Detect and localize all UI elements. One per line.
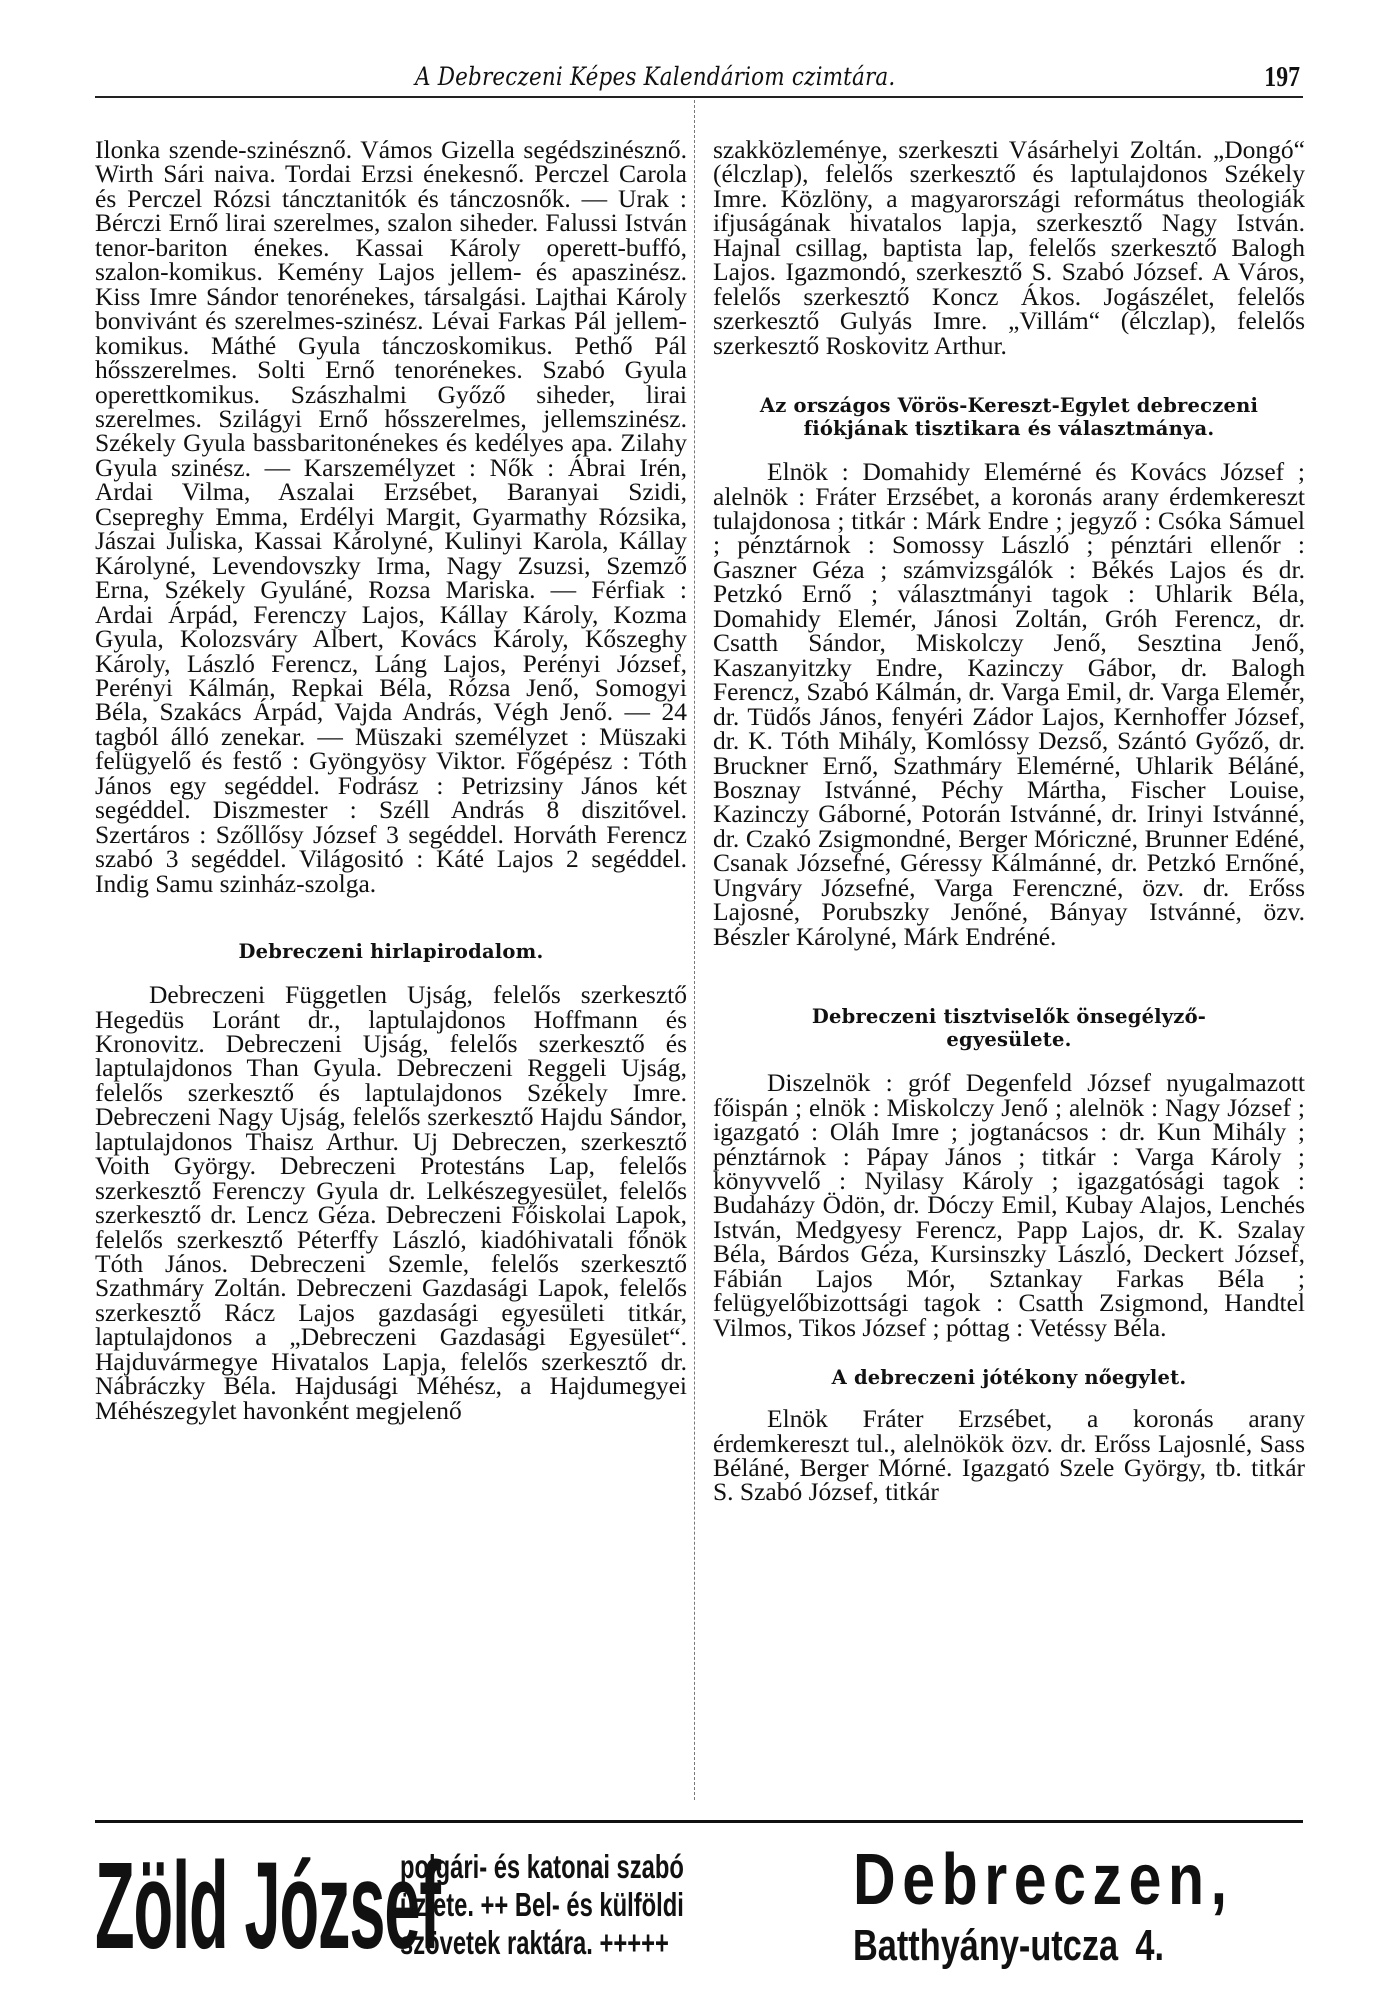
column-divider bbox=[694, 100, 695, 1800]
advertisement-description bbox=[400, 1848, 684, 1962]
heading-line: Az országos Vörös-Kereszt-Egylet debreczeni bbox=[759, 394, 1259, 418]
advertisement-city: Debreczen, bbox=[853, 1840, 1234, 1920]
advertisement-address: Batthyány-utcza 4. bbox=[853, 1921, 1165, 1970]
page-number: 197 bbox=[1264, 62, 1300, 93]
red-cross-paragraph: Elnök : Domahidy Elemérné és Kovács József ; alelnök : Fráter Erzsébet, a koronás arany érdemkereszt tulajdonosa ; titkár : Márk Endre ; jegyző : Csóka Sámuel ; pénztárnok : Somossy László ; pénztári ellenőr : Gaszner Géza ; számvizsgálók : Békés Lajos és dr. Petzkó Ernő ; választmányi tagok : Uhlarik Béla, Domahidy Elemér, Jánosi Zoltán, Gróh Ferencz, dr. Csatth Sándor, Miskolczy Jenő, Sesztina Jenő, Kaszanyitzky Endre, Kazinczy Gábor, dr. Balogh Ferencz, Szabó Kálmán, dr. Varga Emil, dr. Varga Elemér, dr. Tüdős János, fenyéri Zádor Lajos, Kernhoffer József, dr. K. Tóth Mihály, Komlóssy Dezső, Szántó Győző, dr. Bruckner Ernő, Szathmáry Elemérné, Uhlarik Béláné, Bosznay Istvánné, Péchy Mártha, Fischer Louise, Kazinczy Gáborné, Potorán Istvánné, dr. Irinyi Istvánné, dr. Czakó Zsigmondné, Berger Móriczné, Brunner Edéné, Csanak Józsefné, Géressy Kálmánné, dr. Petzkó Ernőné, Ungváry Józsefné, Varga Ferenczné, özv. dr. Erőss Lajosné, Porubszky Jenőné, Bányay Istvánné, özv. Bészler Károlyné, Márk Endréné. bbox=[713, 457, 1305, 951]
newspapers-continuation-paragraph: szakközleménye, szerkeszti Vásárhelyi Zoltán. „Dongó“ (élczlap), felelős szerkesztő és laptulajdonos Székely Imre. Közlöny, a magyarországi református theologiák ifjuságának hivatalos lapja, szerkesztő Nagy István. Hajnal csillag, baptista lap, felelős szerkesztő Balogh Lajos. Igazmondó, szerkesztő S. Szabó József. A Város, felelős szerkesztő Koncz Ákos. Jogászélet, felelős szerkesztő Gulyás Imre. „Villám“ (élczlap), felelős szerkesztő Roskovitz Arthur. bbox=[713, 135, 1305, 360]
header-rule bbox=[95, 96, 1303, 98]
heading-line: fiókjának tisztikara és választmánya. bbox=[803, 417, 1215, 441]
section-heading-hirlapirodalom: Debreczeni hirlapirodalom. bbox=[238, 940, 544, 964]
ad-description-line: üzlete. ++ Bel- és külföldi bbox=[400, 1886, 684, 1923]
theatre-staff-paragraph: Ilonka szende-szinésznő. Vámos Gizella segédszinésznő. Wirth Sári naiva. Tordai Erzsi énekesnő. Perczel Carola és Perczel Rózsi táncztanitók és tánczosnők. — Urak : Bérczi Ernő lirai szerelmes, szalon siheder. Falussi István tenor-bariton énekes. Kassai Károly operett-buffó, szalon-komikus. Kemény Lajos jellem- és apaszinész. Kiss Imre Sándor tenorénekes, társalgási. Lajthai Károly bonvivánt és szerelmes-szinész. Lévai Farkas Pál jellem-komikus. Máthé Gyula tánczoskomikus. Pethő Pál hősszerelmes. Solti Ernő tenorénekes. Szabó Gyula operettkomikus. Szászhalmi Győző siheder, lirai szerelmes. Szilágyi Ernő hősszerelmes, jellemszinész. Székely Gyula bassbaritonénekes és kedélyes apa. Zilahy Gyula szinész. — Karszemélyzet : Nők : Ábrai Irén, Ardai Vilma, Aszalai Erzsébet, Baranyai Szidi, Csepreghy Emma, Erdélyi Margit, Gyarmathy Rózsika, Jászai Juliska, Kassai Károlyné, Kulinyi Karola, Kállay Károlyné, Levendovszky Irma, Nagy Zsuzsi, Szemző Erna, Székely Gyuláné, Rozsa Mariska. — Férfiak : Ardai Árpád, Ferenczy Lajos, Kállay Károly, Kozma Gyula, Kolozsváry Albert, Kovács Károly, Kőszeghy Károly, László Ferencz, Láng Lajos, Perényi József, Perényi Kálmán, Repkai Béla, Rózsa Jenő, Somogyi Béla, Szakács Árpád, Vajda András, Végh Jenő. — 24 tagból álló zenekar. — Müszaki személyzet : Müszaki felügyelő és festő : Gyöngyösy Viktor. Főgépész : Tóth János egy segéddel. Fodrász : Petrizsiny János két segéddel. Diszmester : Széll András 8 diszitővel. Szertáros : Szőllősy József 3 segéddel. Horváth Ferencz szabó 3 segéddel. Világositó : Káté Lajos 2 segéddel. Indig Samu szinház-szolga. bbox=[95, 135, 687, 898]
newspapers-paragraph: Debreczeni Független Ujság, felelős szerkesztő Hegedüs Loránt dr., laptulajdonos Hoffmann és Kronovitz. Debreczeni Ujság, felelős szerkesztő és laptulajdonos Than Gyula. Debreczeni Reggeli Ujság, felelős szerkesztő és laptulajdonos Székely Imre. Debreczeni Nagy Ujság, felelős szerkesztő Hajdu Sándor, laptulajdonos Thaisz Arthur. Uj Debreczen, szerkesztő Voith György. Debreczeni Protestáns Lap, felelős szerkesztő Ferenczy Gyula dr. Lelkészegyesület, felelős szerkesztő dr. Lencz Géza. Debreczeni Főiskolai Lapok, felelős szerkesztő Péterffy László, kiadóhivatali főnök Tóth János. Debreczeni Szemle, felelős szerkesztő Szathmáry Zoltán. Debreczeni Gazdasági Lapok, felelős szerkesztő Rácz Lajos gazdasági egyesületi titkár, laptulajdonos a „Debreczeni Gazdasági Egyesület“. Hajduvármegye Hivatalos Lapja, felelős szerkesztő dr. Nábráczky Béla. Hajdusági Méhész, a Hajdumegyei Méhészegylet havonként megjelenő bbox=[95, 980, 687, 1425]
running-title: A Debreczeni Képes Kalendáriom czimtára. bbox=[415, 62, 896, 91]
section-heading-noegylet bbox=[713, 1366, 1305, 1389]
section-heading-voros-kereszt bbox=[713, 394, 1305, 440]
heading-line: egyesülete. bbox=[946, 1028, 1072, 1052]
womens-charity-paragraph: Elnök Fráter Erzsébet, a koronás arany érdemkereszt tul., alelnökök özv. dr. Erőss Lajosnlé, Sass Béláné, Berger Mórné. Igazgató Szele György, tb. titkár S. Szabó József, titkár bbox=[713, 1404, 1305, 1507]
advertisement bbox=[95, 1838, 1305, 1978]
left-column bbox=[95, 135, 687, 1425]
running-head bbox=[95, 58, 1300, 98]
ad-description-line: polgári- és katonai szabó bbox=[400, 1848, 684, 1885]
officials-association-paragraph: Diszelnök : gróf Degenfeld József nyugalmazott főispán ; elnök : Miskolczy Jenő ; alelnök : Nagy József ; igazgató : Oláh Imre ; jogtanácsos : dr. Kun Mihály ; pénztárnok : Pápay János ; titkár : Varga Károly ; könyvvelő : Nyilasy Károly ; igazgatósági tagok : Budaházy Ödön, dr. Dóczy Emil, Kubay Alajos, Lenchés István, Medgyesy Ferencz, Papp Lajos, dr. K. Szalay Béla, Bárdos Géza, Kursinszky László, Deckert József, Fábián Lajos Mór, Sztankay Farkas Béla ; felügyelőbizottsági tagok : Csatth Zsigmond, Handtel Vilmos, Tikos József ; póttag : Vetéssy Béla. bbox=[713, 1068, 1305, 1342]
advertiser-name: Zöld József bbox=[95, 1836, 440, 1976]
right-column bbox=[713, 135, 1305, 1507]
heading-line: Debreczeni tisztviselők önsegélyző- bbox=[811, 1005, 1207, 1029]
heading-line: A debreczeni jótékony nőegylet. bbox=[831, 1366, 1187, 1390]
ad-description-line: szövetek raktára. +++++ bbox=[400, 1924, 669, 1961]
section-heading-tisztviselok bbox=[713, 1005, 1305, 1051]
advertisement-rule bbox=[95, 1820, 1303, 1823]
